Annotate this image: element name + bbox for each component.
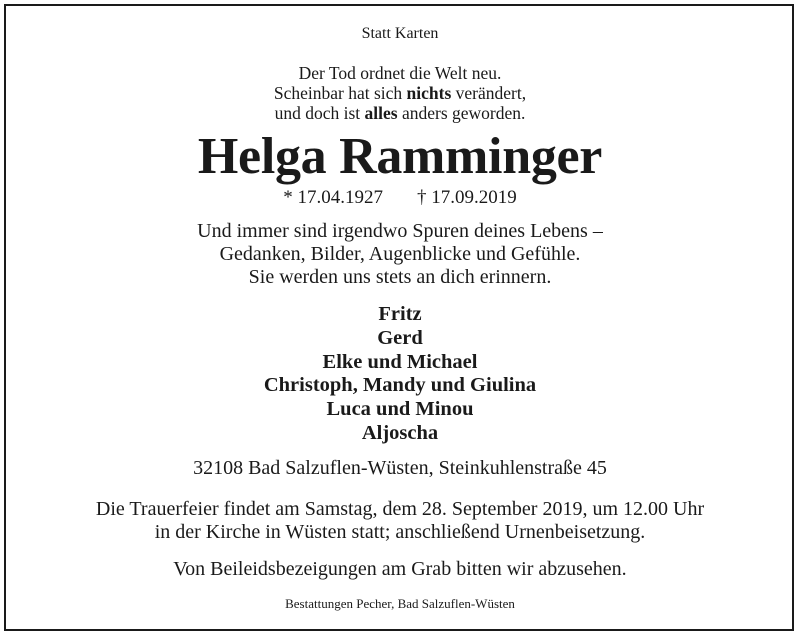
birth-date: * 17.04.1927: [283, 187, 383, 208]
memorial-verse: [0, 220, 800, 289]
header-statt-karten: Statt Karten: [361, 25, 439, 42]
mourners-list: [0, 303, 800, 446]
ceremony-line: Die Trauerfeier findet am Samstag, dem 28. September 2019, um 12.00 Uhr: [95, 498, 705, 520]
quote-line-1: Der Tod ordnet die Welt neu.: [298, 63, 502, 83]
ceremony-line: in der Kirche in Wüsten statt; anschließend Urnenbeisetzung.: [154, 521, 646, 543]
mourner-name: Fritz: [378, 303, 422, 325]
mourner-name: Elke und Michael: [322, 350, 478, 373]
deceased-name: Helga Ramminger: [197, 128, 603, 185]
death-date: † 17.09.2019: [417, 187, 517, 208]
condolence-note: Von Beileidsbezeigungen am Grab bitten wir abzusehen.: [173, 558, 627, 580]
verse-line: Und immer sind irgendwo Spuren deines Lebens –: [197, 220, 603, 242]
mourner-name: Christoph, Mandy und Giulina: [263, 374, 537, 397]
mourner-name: Luca und Minou: [326, 398, 474, 421]
verse-line: Gedanken, Bilder, Augenblicke und Gefühle.: [219, 243, 581, 265]
funeral-home-credit: Bestattungen Pecher, Bad Salzuflen-Wüsten: [285, 596, 515, 611]
verse-line: Sie werden uns stets an dich erinnern.: [248, 266, 552, 288]
emphasis-alles: alles: [364, 103, 398, 123]
mourner-name: Gerd: [377, 326, 423, 349]
quote-line-3: und doch ist alles anders geworden.: [274, 103, 526, 123]
family-address: 32108 Bad Salzuflen-Wüsten, Steinkuhlenstraße 45: [193, 457, 607, 479]
emphasis-nichts: nichts: [406, 83, 452, 103]
mourner-name: Aljoscha: [361, 421, 439, 444]
life-dates: [0, 187, 800, 209]
ceremony-info: [0, 498, 800, 544]
opening-quote: [0, 63, 800, 123]
quote-line-2: Scheinbar hat sich nichts verändert,: [273, 83, 527, 103]
